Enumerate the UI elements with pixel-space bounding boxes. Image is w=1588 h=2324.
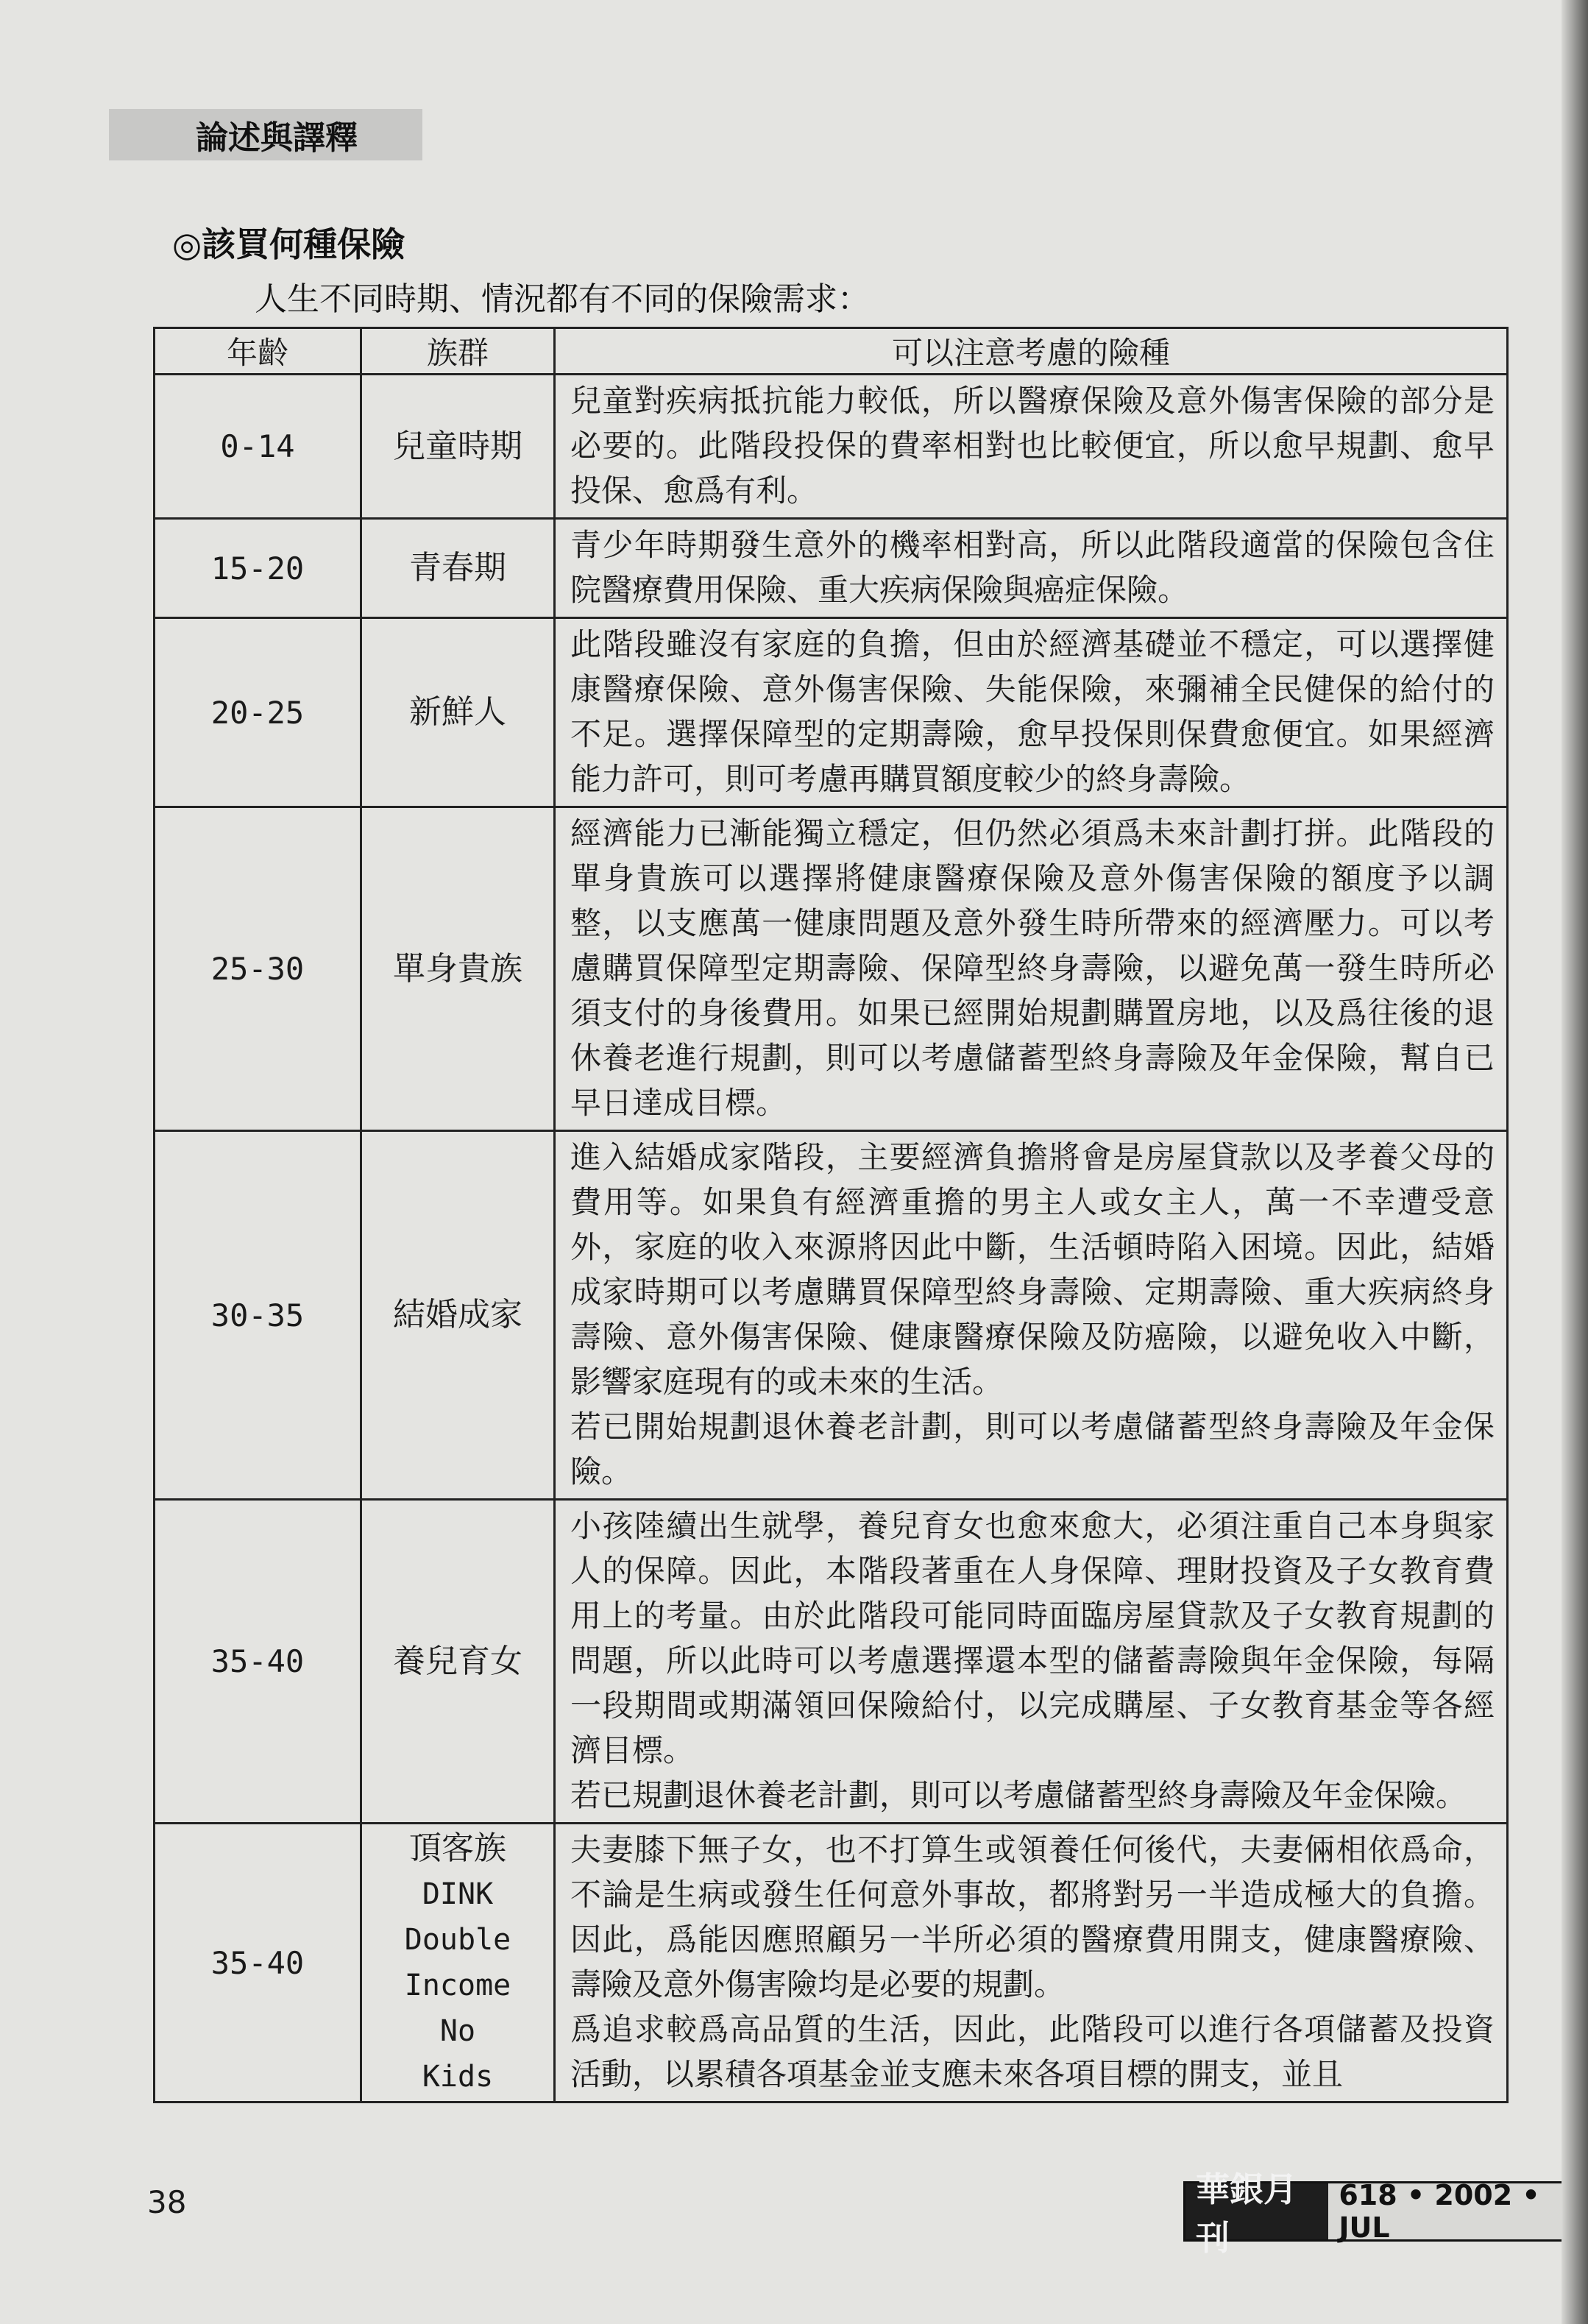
col-header-types: 可以注意考慮的險種 <box>555 328 1508 375</box>
group-label: 單身貴族 <box>393 949 522 988</box>
group-cell <box>361 1131 555 1500</box>
description-cell <box>555 1500 1508 1824</box>
age-cell: 20-25 <box>155 618 361 807</box>
publication-badge <box>1183 2169 1588 2258</box>
section-tab <box>109 109 422 160</box>
table-row <box>155 375 1508 519</box>
group-label: 青春期 <box>409 549 506 587</box>
intro-text: 人生不同時期、情況都有不同的保險需求： <box>255 280 870 318</box>
section-heading: ◎該買何種保險 <box>172 224 405 264</box>
insurance-table <box>153 327 1509 2103</box>
description-text: 兒童對疾病抵抗能力較低，所以醫療保險及意外傷害保險的部分是必要的。此階段投保的費率相對也比較便宜，所以愈早規劃、愈早投保、愈爲有利。 <box>570 383 1495 509</box>
group-cell <box>361 1500 555 1824</box>
age-cell: 35-40 <box>155 1500 361 1824</box>
description-text: 經濟能力已漸能獨立穩定，但仍然必須爲未來計劃打拼。此階段的單身貴族可以選擇將健康醫療保險及意外傷害保險的額度予以調整，以支應萬一健康問題及意外發生時所帶來的經濟壓力。可以考慮購買保障型定期壽險、保障型終身壽險，以避免萬一發生時所必須支付的身後費用。如果已經開始規劃購置房地，以及爲往後的退休養老進行規劃，則可以考慮儲蓄型終身壽險及年金保險，幫自已早日達成目標。 <box>570 815 1495 1121</box>
description-cell <box>555 618 1508 807</box>
page-number: 38 <box>147 2184 187 2220</box>
table-row <box>155 519 1508 618</box>
table-row <box>155 1500 1508 1824</box>
table-row <box>155 1131 1508 1500</box>
group-label: 養兒育女 <box>393 1642 522 1680</box>
group-label: 頂客族 <box>409 1829 506 1867</box>
description-note: 若已開始規劃退休養老計劃，則可以考慮儲蓄型終身壽險及年金保險。 <box>570 1409 1495 1489</box>
group-label: 結婚成家 <box>393 1296 522 1333</box>
description-note: 爲追求較爲高品質的生活，因此，此階段可以進行各項儲蓄及投資活動，以累積各項基金並支應未來各項目標的開支，並且 <box>570 2011 1495 2092</box>
description-cell <box>555 1824 1508 2102</box>
group-cell <box>361 519 555 618</box>
description-cell <box>555 375 1508 519</box>
age-cell: 15-20 <box>155 519 361 618</box>
issue-info: 618 • 2002 • JUL <box>1328 2183 1586 2239</box>
group-label: 新鮮人 <box>409 693 506 731</box>
age-cell: 25-30 <box>155 807 361 1131</box>
description-text: 此階段雖沒有家庭的負擔，但由於經濟基礎並不穩定，可以選擇健康醫療保險、意外傷害保險、失能保險，來彌補全民健保的給付的不足。選擇保障型的定期壽險，愈早投保則保費愈便宜。如果經濟能力許可，則可考慮再購買額度較少的終身壽險。 <box>570 626 1495 797</box>
description-text: 青少年時期發生意外的機率相對高，所以此階段適當的保險包含住院醫療費用保險、重大疾病保險與癌症保險。 <box>570 527 1495 608</box>
description-cell <box>555 807 1508 1131</box>
group-cell <box>361 375 555 519</box>
description-cell <box>555 1131 1508 1500</box>
table-row <box>155 807 1508 1131</box>
description-text: 小孩陸續出生就學，養兒育女也愈來愈大，必須注重自己本身與家人的保障。因此，本階段著重在人身保障、理財投資及子女教育費用上的考量。由於此階段可能同時面臨房屋貸款及子女教育規劃的問題，所以此時可以考慮選擇還本型的儲蓄壽險與年金保險，每隔一段期間或期滿領回保險給付，以完成購屋、子女教育基金等各經濟目標。 <box>570 1508 1495 1768</box>
publication-name: 華銀月刊 <box>1185 2183 1328 2239</box>
age-cell: 0-14 <box>155 375 361 519</box>
page-edge-shadow <box>1562 0 1588 2324</box>
group-cell <box>361 807 555 1131</box>
description-note: 若已規劃退休養老計劃，則可以考慮儲蓄型終身壽險及年金保險。 <box>570 1777 1467 1813</box>
section-label: 論述與譯釋 <box>196 119 358 157</box>
group-label: No <box>439 2014 476 2048</box>
description-text: 夫妻膝下無子女，也不打算生或領養任何後代，夫妻倆相依爲命，不論是生病或發生任何意外事故，都將對另一半造成極大的負擔。因此，爲能因應照顧另一半所必須的醫療費用開支，健康醫療險、壽險及意外傷害險均是必要的規劃。 <box>570 1832 1495 2002</box>
table-header-row <box>155 328 1508 375</box>
group-label: Double <box>404 1923 511 1957</box>
group-label: Income <box>404 1969 511 2002</box>
group-cell <box>361 1824 555 2102</box>
table-row <box>155 618 1508 807</box>
group-cell <box>361 618 555 807</box>
age-cell: 30-35 <box>155 1131 361 1500</box>
description-cell <box>555 519 1508 618</box>
group-label: 兒童時期 <box>393 427 522 465</box>
group-label: DINK <box>422 1877 494 1911</box>
col-header-age: 年齡 <box>155 328 361 375</box>
description-text: 進入結婚成家階段，主要經濟負擔將會是房屋貸款以及孝養父母的費用等。如果負有經濟重擔的男主人或女主人，萬一不幸遭受意外，家庭的收入來源將因此中斷，生活頓時陷入困境。因此，結婚成家時期可以考慮購買保障型終身壽險、定期壽險、重大疾病終身壽險、意外傷害保險、健康醫療保險及防癌險，以避免收入中斷，影響家庭現有的或未來的生活。 <box>570 1139 1495 1400</box>
group-label: Kids <box>422 2060 494 2094</box>
table-row <box>155 1824 1508 2102</box>
col-header-group: 族群 <box>361 328 555 375</box>
age-cell: 35-40 <box>155 1824 361 2102</box>
